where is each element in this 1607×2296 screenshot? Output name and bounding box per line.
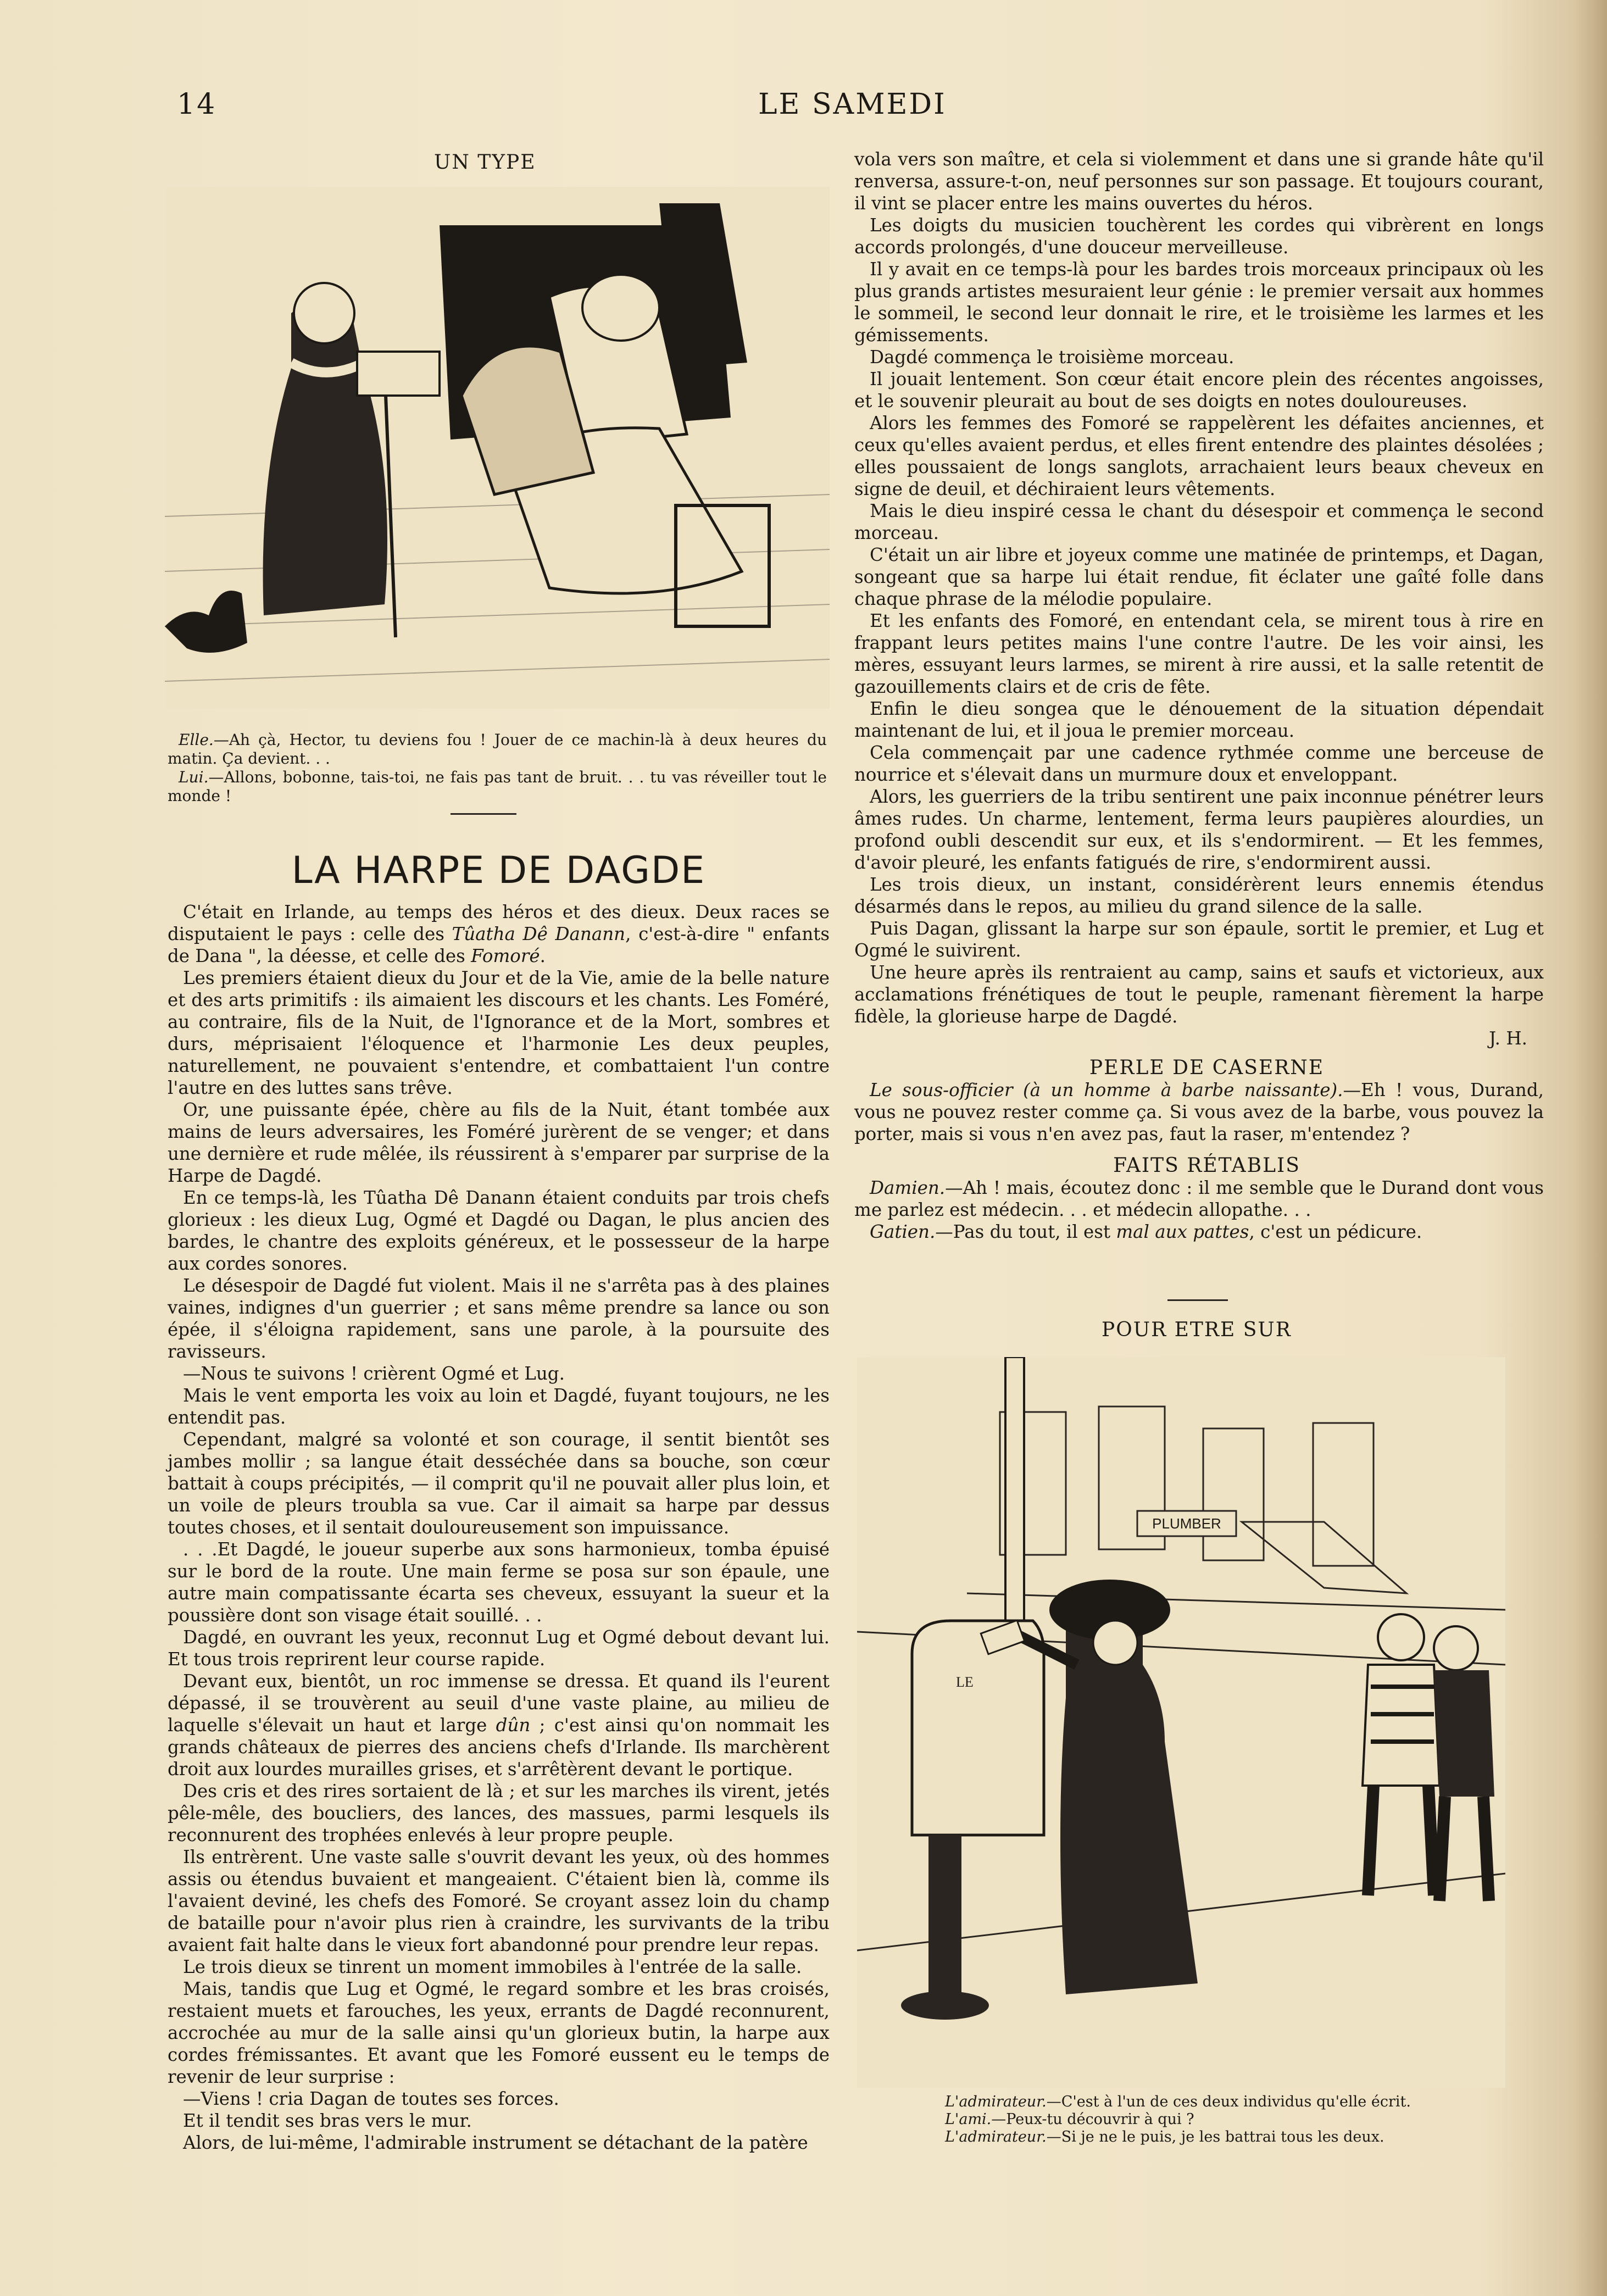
article-paragraph: Mais, tandis que Lug et Ogmé, le regard sombre et les bras croisés, restaient muets et farouches, les yeux, errants de Dagdé reconnurent, accrochée au mur de la salle ainsi qu'un glorieux butin, la harpe aux cordes frémissantes. Et avant que les Fomoré eussent eu le temps de revenir de leur surprise : bbox=[168, 1978, 830, 2087]
article-paragraph: Mais le vent emporta les voix au loin et Dagdé, fuyant toujours, ne les entendit pas. bbox=[168, 1385, 830, 1428]
article-paragraph: Mais le dieu inspiré cessa le chant du désespoir et commença le second morceau. bbox=[854, 501, 1544, 543]
article-paragraph: Alors les femmes des Fomoré se rappelèrent les défaites anciennes, et ceux qu'elles avaient perdus, et elles firent entendre des plaintes désolées ; elles poussaient de longs sanglots, arrachaient leurs beaux cheveux en signe de deuil, et déchiraient leurs vêtements. bbox=[854, 413, 1544, 499]
article-paragraph: Le trois dieux se tinrent un moment immobiles à l'entrée de la salle. bbox=[183, 1956, 802, 1977]
article-right-column bbox=[854, 148, 1544, 1243]
article-paragraph: Le désespoir de Dagdé fut violent. Mais il ne s'arrêta pas à des plaines vaines, indignes d'un guerrier ; et sans même prendre sa lance ou son épée, il s'éloigna rapidement, sans une parole, à la poursuite des ravisseurs. bbox=[168, 1275, 830, 1362]
article-paragraph: Dagdé, en ouvrant les yeux, reconnut Lug et Ogmé debout devant lui. Et tous trois reprirent leur course rapide. bbox=[168, 1627, 830, 1670]
article-paragraph: Cependant, malgré sa volonté et son courage, il sentit bientôt ses jambes mollir ; sa langue était desséchée dans sa bouche, son cœur battait à coups précipités, — il comprit qu'il ne pouvait aller plus loin, et un voile de pleurs troubla sa vue. Car il aimait sa harpe par dessus toutes choses, et il sentait douloureusement son impuissance. bbox=[168, 1429, 830, 1538]
pour-etre-sur-illustration bbox=[857, 1357, 1505, 2088]
faits-damien: Damien.—Ah ! mais, écoutez donc : il me semble que le Durand dont vous me parlez est médecin. . . et médecin allopathe. . . bbox=[854, 1177, 1544, 1220]
article-paragraph: Les premiers étaient dieux du Jour et de la Vie, amie de la belle nature et des arts primitifs : ils aimaient les discours et les chants. Les Foméré, au contraire, fils de la Nuit, de l'Ignorance et de la Mort, sombres et durs, méprisaient l'éloquence et l'harmonie Les deux peuples, naturellement, ne pouvaient s'entendre, et combattaient l'un contre l'autre en des luttes sans trêve. bbox=[168, 968, 830, 1098]
article-paragraph: Il y avait en ce temps-là pour les bardes trois morceaux principaux où les plus grands artistes mesuraient leur génie : le premier versait aux hommes le sommeil, le second leur donnait le rire, et le troisième les larmes et les gémissements. bbox=[854, 259, 1544, 346]
caption-lui-speaker: Lui. bbox=[179, 768, 209, 786]
un-type-caption bbox=[168, 731, 827, 805]
article-paragraph: Et il tendit ses bras vers le mur. bbox=[183, 2110, 472, 2131]
article-paragraph: Cela commençait par une cadence rythmée comme une berceuse de nourrice et s'élevait dans un murmure doux et enveloppant. bbox=[854, 742, 1544, 785]
page-number: 14 bbox=[177, 88, 217, 121]
article-paragraph: —Viens ! cria Dagan de toutes ses forces. bbox=[183, 2088, 559, 2109]
mailbox-text: LE bbox=[956, 1674, 974, 1690]
article-paragraph: Il jouait lentement. Son cœur était encore plein des récentes angoisses, et le souvenir pleurait au bout de ses doigts en notes douloureuses. bbox=[854, 369, 1544, 412]
article-paragraph: Et les enfants des Fomoré, en entendant cela, se mirent tous à rire en frappant leurs petites mains l'une contre l'autre. De les voir ainsi, les mères, essuyant leurs larmes, se mirent à rire aussi, et la salle retentit de gazouillements clairs et de cris de fête. bbox=[854, 610, 1544, 697]
caption-elle-speaker: Elle. bbox=[179, 731, 214, 749]
section-divider bbox=[1167, 1299, 1228, 1301]
article-paragraph: Devant eux, bientôt, un roc immense se dressa. Et quand ils l'eurent dépassé, il se trouvèrent au seuil d'une vaste plaine, au milieu de laquelle s'élevait un haut et large dûn ; c'est ainsi qu'on nommait les grands châteaux de pierres des anciens chefs d'Irlande. Ils marchèrent droit aux lourdes murailles grises, et s'arrêtèrent devant le portique. bbox=[168, 1671, 830, 1780]
article-paragraph: Alors, de lui-même, l'admirable instrument se détachant de la patère bbox=[183, 2132, 808, 2153]
faits-title: FAITS RÉTABLIS bbox=[1113, 1154, 1300, 1177]
perle-text: Le sous-officier (à un homme à barbe naissante).—Eh ! vous, Durand, vous ne pouvez rester comme ça. Si vous avez de la barbe, vous pouvez la porter, mais si vous n'en avez pas, faut la raser, m'entendez ? bbox=[854, 1080, 1544, 1144]
article-paragraph: vola vers son maître, et cela si violemment et dans une si grande hâte qu'il renversa, assure-t-on, neuf personnes sur son passage. Et toujours courant, il vint se placer entre les mains ouvertes du héros. bbox=[854, 149, 1544, 214]
section-divider bbox=[451, 813, 516, 815]
plumber-sign-text: PLUMBER bbox=[1152, 1515, 1221, 1532]
article-title: LA HARPE DE DAGDE bbox=[291, 849, 706, 892]
article-paragraph: Ils entrèrent. Une vaste salle s'ouvrit devant les yeux, où des hommes assis ou étendus buvaient et mangeaient. C'étaient bien là, comme ils l'avaient deviné, les chefs des Fomoré. Se croyant assez loin du champ de bataille pour n'avoir plus rien à craindre, les survivants de la tribu avaient fait halte dans le vieux fort abandonné pour prendre leur repas. bbox=[168, 1847, 830, 1955]
perle-title: PERLE DE CASERNE bbox=[1089, 1057, 1325, 1079]
article-paragraph: . . .Et Dagdé, le joueur superbe aux sons harmonieux, tomba épuisé sur le bord de la route. Une main ferme se posa sur son épaule, une autre main compatissante écarta ses cheveux, essuyant la sueur et la poussière dont son visage était souillé. . . bbox=[168, 1539, 830, 1626]
article-paragraph: Puis Dagan, glissant la harpe sur son épaule, sortit le premier, et Lug et Ogmé le suivirent. bbox=[854, 918, 1544, 961]
faits-gatien: Gatien.—Pas du tout, il est mal aux pattes, c'est un pédicure. bbox=[870, 1221, 1422, 1242]
article-signature: J. H. bbox=[1489, 1028, 1527, 1049]
article-left-column bbox=[168, 901, 830, 2154]
pour-etre-sur-title: POUR ETRE SUR bbox=[1102, 1319, 1292, 1341]
article-paragraph: Une heure après ils rentraient au camp, sains et saufs et victorieux, aux acclamations frénétiques de tout le peuple, ramenant fièrement la harpe fidèle, la glorieuse harpe de Dagdé. bbox=[854, 962, 1544, 1027]
article-paragraph: Alors, les guerriers de la tribu sentirent une paix inconnue pénétrer leurs âmes rudes. Un charme, lentement, ferma leurs paupières alourdies, un profond oubli descendit sur eux, et ils s'endormirent. — Et les femmes, d'avoir pleuré, les enfants fatigués de rire, s'endormirent aussi. bbox=[854, 786, 1544, 873]
caption-elle-text: —Ah çà, Hector, tu deviens fou ! Jouer de ce machin-là à deux heures du matin. Ça devient. . . bbox=[168, 731, 827, 768]
journal-title: LE SAMEDI bbox=[758, 88, 947, 121]
article-paragraph: Or, une puissante épée, chère au fils de la Nuit, étant tombée aux mains de leurs adversaires, les Foméré jurèrent de se venger; et dans une dernière et rude mêlée, ils réussirent à s'emparer par surprise de la Harpe de Dagdé. bbox=[168, 1099, 830, 1186]
article-paragraph: Les trois dieux, un instant, considérèrent leurs ennemis étendus désarmés dans le repos, au milieu du grand silence de la salle. bbox=[854, 874, 1544, 917]
un-type-title: UN TYPE bbox=[434, 151, 536, 174]
article-paragraph: Enfin le dieu songea que le dénouement de la situation dépendait maintenant de lui, et il joua le premier morceau. bbox=[854, 698, 1544, 741]
article-paragraph: —Nous te suivons ! crièrent Ogmé et Lug. bbox=[183, 1363, 565, 1384]
un-type-illustration bbox=[165, 187, 830, 709]
article-paragraph: C'était en Irlande, au temps des héros et des dieux. Deux races se disputaient le pays : celle des Tûatha Dê Danann, c'est-à-dire " enfants de Dana ", la déesse, et celle des Fomoré. bbox=[168, 902, 830, 966]
article-paragraph: Des cris et des rires sortaient de là ; et sur les marches ils virent, jetés pêle-mêle, des boucliers, des lances, des massues, parmi lesquels ils reconnurent des trophées enlevés à leur propre peuple. bbox=[168, 1781, 830, 1845]
article-paragraph: C'était un air libre et joyeux comme une matinée de printemps, et Dagan, songeant que sa harpe lui était rendue, fit éclater une gaîté folle dans chaque phrase de la mélodie populaire. bbox=[854, 544, 1544, 609]
pour-etre-sur-caption: L'admirateur.—C'est à l'un de ces deux individus qu'elle écrit. L'ami.—Peux-tu découvrir à qui ? L'admirateur.—Si je ne le puis, je les battrai tous les deux. bbox=[945, 2093, 1411, 2145]
article-paragraph: En ce temps-là, les Tûatha Dê Danann étaient conduits par trois chefs glorieux : les dieux Lug, Ogmé et Dagdé ou Dagan, le plus ancien des bardes, le chantre des exploits généreux, et le possesseur de la harpe aux cordes sonores. bbox=[168, 1187, 830, 1274]
article-paragraph: Les doigts du musicien touchèrent les cordes qui vibrèrent en longs accords prolongés, d'une douceur merveilleuse. bbox=[854, 215, 1544, 258]
article-paragraph: Dagdé commença le troisième morceau. bbox=[870, 347, 1235, 368]
caption-lui-text: —Allons, bobonne, tais-toi, ne fais pas tant de bruit. . . tu vas réveiller tout le monde ! bbox=[168, 768, 827, 805]
